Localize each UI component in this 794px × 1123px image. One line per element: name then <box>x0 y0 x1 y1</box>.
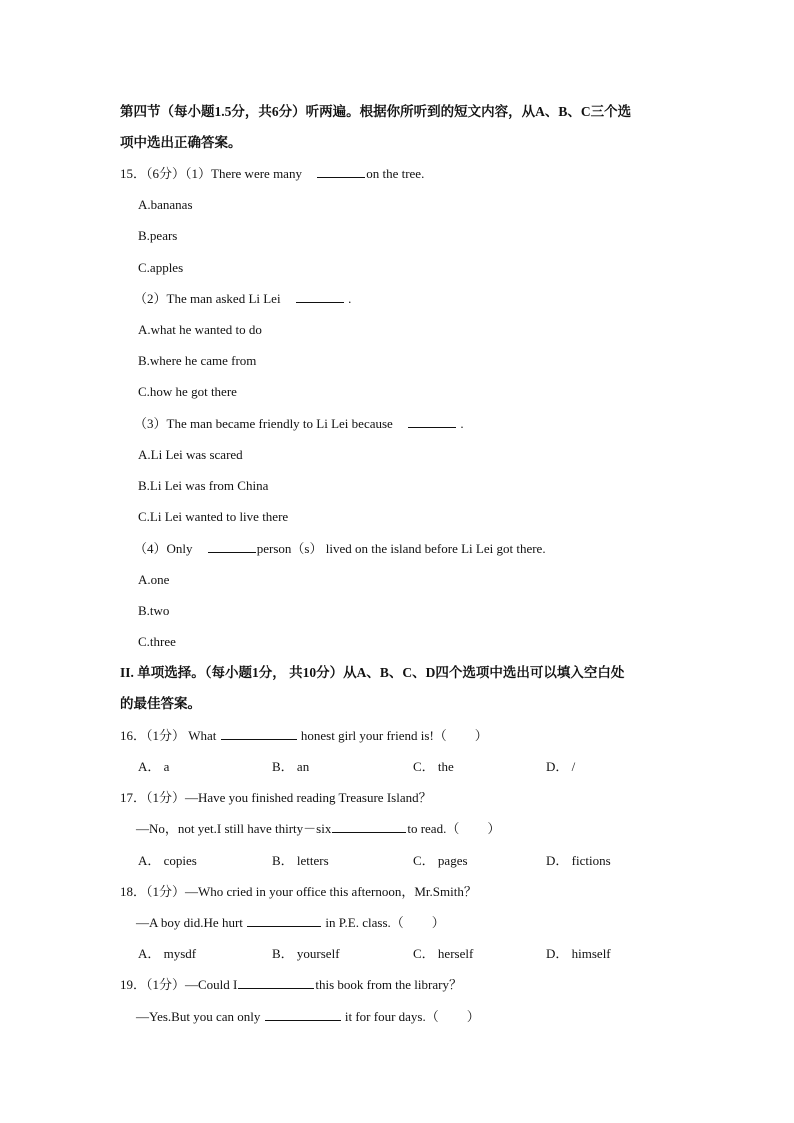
q16-stem-text: 16．（1分） What <box>120 728 217 743</box>
q15-sub2-text: （2）The man asked Li Lei <box>134 291 281 306</box>
q15-1-option-a[interactable]: A.bananas <box>138 197 193 212</box>
q18-stem-text: —A boy did.He hurt <box>136 915 243 930</box>
answer-blank[interactable] <box>317 164 365 178</box>
q15-3-option-c[interactable]: C.Li Lei wanted to live there <box>138 509 289 524</box>
answer-blank[interactable] <box>208 539 256 553</box>
q15-2-option-c[interactable]: C.how he got there <box>138 384 237 399</box>
answer-blank[interactable] <box>296 289 344 303</box>
q15-4-option-b[interactable]: B.two <box>138 603 170 618</box>
answer-blank[interactable] <box>408 414 456 428</box>
q18-stem-end: in P.E. class.（ <box>325 915 404 930</box>
answer-blank[interactable] <box>238 975 314 989</box>
q17-option-c[interactable]: C． pages <box>413 853 468 868</box>
q16-option-d[interactable]: D． / <box>546 759 576 774</box>
q19-stem-text2: —Yes.But you can only <box>136 1009 261 1024</box>
answer-blank[interactable] <box>332 819 406 833</box>
q15-sub2-end: . <box>348 291 352 306</box>
q19-stem-end2: it for four days.（ <box>344 1009 439 1024</box>
q15-sub4 <box>134 539 546 559</box>
q15-1-option-b[interactable]: B.pears <box>138 228 178 243</box>
q15-sub4-text: （4）Only <box>134 541 193 556</box>
q19-stem-line2 <box>136 1007 480 1027</box>
q15-sub3 <box>134 414 464 434</box>
q15-sub4-end: person（s） lived on the island before Li Lei got there. <box>256 541 546 556</box>
q19-stem-end: this book from the library？ <box>315 977 462 992</box>
answer-blank[interactable] <box>247 913 321 927</box>
q17-stem: 17．（1分）—Have you finished reading Treasure Island？ <box>120 790 432 805</box>
q19-stem-text: 19．（1分）—Could I <box>120 977 238 992</box>
q17-stem-line2 <box>136 819 500 839</box>
q17-option-a[interactable]: A． copies <box>138 853 197 868</box>
q15-4-option-c[interactable]: C.three <box>138 634 176 649</box>
answer-blank[interactable] <box>221 726 297 740</box>
q18-close-paren: ） <box>431 915 445 930</box>
q15-2-option-a[interactable]: A.what he wanted to do <box>138 322 262 337</box>
q15-sub2 <box>134 289 351 309</box>
q19-close-paren: ） <box>466 1009 480 1024</box>
q15-2-option-b[interactable]: B.where he came from <box>138 353 257 368</box>
q17-close-paren: ） <box>487 821 501 836</box>
q16-option-c[interactable]: C． the <box>413 759 454 774</box>
q15-stem-text: 15．（6分）（1）There were many <box>120 166 302 181</box>
q15-sub3-text: （3）The man became friendly to Li Lei because <box>134 416 393 431</box>
answer-blank[interactable] <box>265 1007 341 1021</box>
q17-stem-text: —No，not yet.I still have thirty－six <box>136 821 332 836</box>
q18-options <box>0 944 794 964</box>
q15-sub3-end: . <box>460 416 464 431</box>
q15-1-option-c[interactable]: C.apples <box>138 260 184 275</box>
q16-stem <box>120 726 488 746</box>
q18-option-a[interactable]: A． mysdf <box>138 946 197 961</box>
q17-option-d[interactable]: D． fictions <box>546 853 611 868</box>
q16-option-a[interactable]: A． a <box>138 759 170 774</box>
q15-3-option-a[interactable]: A.Li Lei was scared <box>138 447 243 462</box>
q17-options <box>0 851 794 871</box>
q15-4-option-a[interactable]: A.one <box>138 572 170 587</box>
section4-heading-line1: 第四节（每小题1.5分，共6分）听两遍。根据你所听到的短文内容，从A、B、C三个选 <box>120 104 632 119</box>
q15-3-option-b[interactable]: B.Li Lei was from China <box>138 478 269 493</box>
q19-stem <box>120 975 462 995</box>
q16-options <box>0 757 794 777</box>
q17-stem-end: to read.（ <box>407 821 460 836</box>
q18-option-b[interactable]: B． yourself <box>272 946 340 961</box>
q17-option-b[interactable]: B． letters <box>272 853 329 868</box>
section2-heading-line2: 的最佳答案。 <box>120 696 201 711</box>
q18-option-c[interactable]: C． herself <box>413 946 474 961</box>
q18-stem: 18．（1分）—Who cried in your office this afternoon，Mr.Smith？ <box>120 884 477 899</box>
section4-heading-line2: 项中选出正确答案。 <box>120 135 242 150</box>
q15-stem-end: on the tree. <box>366 166 425 181</box>
q18-option-d[interactable]: D． himself <box>546 946 611 961</box>
q16-option-b[interactable]: B． an <box>272 759 310 774</box>
section2-heading-line1: II. 单项选择。（每小题1分， 共10分）从A、B、C、D四个选项中选出可以填入空白处 <box>120 665 625 680</box>
q16-stem-end: honest girl your friend is!（ <box>300 728 447 743</box>
q15-stem <box>120 164 424 184</box>
q18-stem-line2 <box>136 913 445 933</box>
q16-close-paren: ） <box>474 728 488 743</box>
